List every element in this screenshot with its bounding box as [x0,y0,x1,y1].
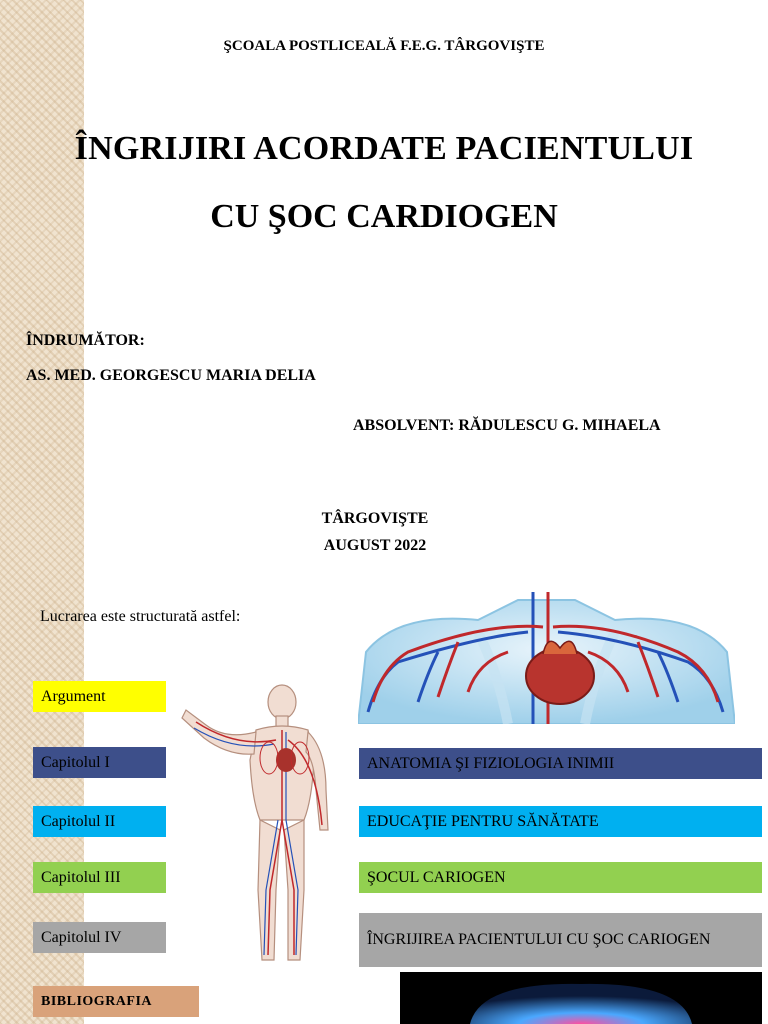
human-body-image [176,680,341,975]
chest-circulatory-image [358,592,735,724]
structure-intro: Lucrarea este structurată astfel: [40,608,241,625]
city-name: TÂRGOVIŞTE [321,510,429,527]
tag-bibliography[interactable]: BIBLIOGRAFIA [33,986,199,1017]
coordinator-name: AS. MED. GEORGESCU MARIA DELIA [26,367,316,384]
chapter-4-title[interactable]: ÎNGRIJIREA PACIENTULUI CU ŞOC CARIOGEN [359,913,762,967]
graduate-name: ABSOLVENT: RĂDULESCU G. MIHAELA [353,417,661,434]
tag-chapter-3[interactable]: Capitolul III [33,862,166,893]
tag-chapter-1[interactable]: Capitolul I [33,747,166,778]
date-text: AUGUST 2022 [323,537,427,554]
chapter-3-title[interactable]: ŞOCUL CARIOGEN [359,862,762,893]
school-name: ŞCOALA POSTLICEALĂ F.E.G. TÂRGOVIŞTE [223,38,545,54]
chapter-2-title[interactable]: EDUCAŢIE PENTRU SĂNĂTATE [359,806,762,837]
tag-argument[interactable]: Argument [33,681,166,712]
tag-chapter-4[interactable]: Capitolul IV [33,922,166,953]
coordinator-label: ÎNDRUMĂTOR: [26,332,145,349]
thesis-title-line-2: CU ŞOC CARDIOGEN [210,198,558,235]
thesis-title-line-1: ÎNGRIJIRI ACORDATE PACIENTULUI [74,130,694,167]
tag-chapter-2[interactable]: Capitolul II [33,806,166,837]
chapter-1-title[interactable]: ANATOMIA ŞI FIZIOLOGIA INIMII [359,748,762,779]
heart-glow-image [400,972,762,1024]
